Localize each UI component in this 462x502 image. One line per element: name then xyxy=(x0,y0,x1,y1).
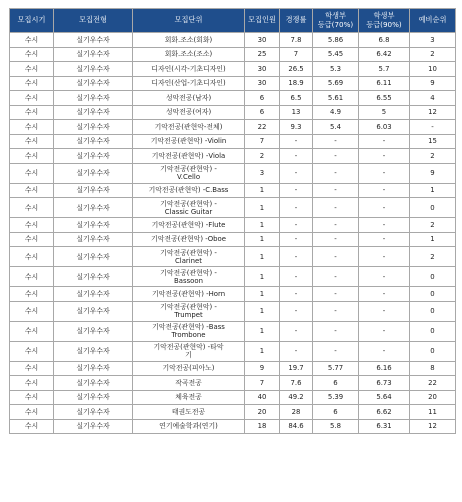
cell-waitlist: 3 xyxy=(410,33,456,48)
cell-type: 실기우수자 xyxy=(54,301,133,321)
cell-ratio: 9.3 xyxy=(280,120,313,135)
cell-type: 실기우수자 xyxy=(54,232,133,247)
cell-ratio: 19.7 xyxy=(280,361,313,376)
cell-session: 수시 xyxy=(10,218,54,233)
cell-waitlist: 12 xyxy=(410,419,456,434)
cell-type: 실기우수자 xyxy=(54,341,133,361)
table-row xyxy=(10,62,456,77)
table-row xyxy=(10,361,456,376)
header-quota: 모집인원 xyxy=(245,9,280,33)
cell-ratio: - xyxy=(280,134,313,149)
cell-type: 실기우수자 xyxy=(54,120,133,135)
cell-quota: 1 xyxy=(245,301,280,321)
cell-type: 실기우수자 xyxy=(54,287,133,302)
table-row xyxy=(10,247,456,267)
cell-waitlist: 8 xyxy=(410,361,456,376)
table-row xyxy=(10,47,456,62)
cell-unit: 기악전공(관현악) - Clarinet xyxy=(133,247,245,267)
cell-grade70: - xyxy=(313,218,359,233)
cell-grade70: 5.45 xyxy=(313,47,359,62)
cell-ratio: - xyxy=(280,321,313,341)
cell-unit: 성악전공(남자) xyxy=(133,91,245,106)
table-row xyxy=(10,183,456,198)
cell-unit: 기악전공(관현악) -Bass Trombone xyxy=(133,321,245,341)
table-row xyxy=(10,120,456,135)
cell-ratio: 7 xyxy=(280,47,313,62)
table-row xyxy=(10,33,456,48)
cell-quota: 9 xyxy=(245,361,280,376)
cell-unit: 기악전공(관현악-전체) xyxy=(133,120,245,135)
table-row xyxy=(10,163,456,183)
cell-waitlist: 12 xyxy=(410,105,456,120)
header-ratio: 경쟁률 xyxy=(280,9,313,33)
cell-session: 수시 xyxy=(10,183,54,198)
cell-grade90: 6.42 xyxy=(359,47,410,62)
cell-grade90: - xyxy=(359,149,410,164)
cell-grade90: - xyxy=(359,163,410,183)
cell-quota: 3 xyxy=(245,163,280,183)
cell-unit: 기악전공(피아노) xyxy=(133,361,245,376)
cell-ratio: - xyxy=(280,287,313,302)
cell-grade70: 5.3 xyxy=(313,62,359,77)
table-row xyxy=(10,198,456,218)
cell-grade90: 6.16 xyxy=(359,361,410,376)
cell-grade90: 6.73 xyxy=(359,376,410,391)
cell-waitlist: 15 xyxy=(410,134,456,149)
cell-grade70: - xyxy=(313,198,359,218)
cell-waitlist: 0 xyxy=(410,198,456,218)
cell-type: 실기우수자 xyxy=(54,105,133,120)
cell-type: 실기우수자 xyxy=(54,247,133,267)
cell-quota: 1 xyxy=(245,183,280,198)
cell-session: 수시 xyxy=(10,62,54,77)
cell-session: 수시 xyxy=(10,321,54,341)
cell-ratio: 7.6 xyxy=(280,376,313,391)
cell-type: 실기우수자 xyxy=(54,267,133,287)
admissions-table xyxy=(9,8,456,434)
cell-waitlist: 9 xyxy=(410,76,456,91)
cell-unit: 디자인(시각-기초디자인) xyxy=(133,62,245,77)
cell-quota: 2 xyxy=(245,149,280,164)
cell-ratio: - xyxy=(280,163,313,183)
table-body xyxy=(10,33,456,434)
cell-grade90: 5.7 xyxy=(359,62,410,77)
cell-ratio: 49.2 xyxy=(280,390,313,405)
cell-quota: 1 xyxy=(245,287,280,302)
cell-grade90: 6.03 xyxy=(359,120,410,135)
cell-quota: 7 xyxy=(245,134,280,149)
cell-unit: 기악전공(관현악) - Trumpet xyxy=(133,301,245,321)
cell-unit: 기악전공(관현악) -Horn xyxy=(133,287,245,302)
cell-grade90: - xyxy=(359,183,410,198)
table-row xyxy=(10,390,456,405)
cell-grade90: - xyxy=(359,134,410,149)
cell-grade70: 6 xyxy=(313,376,359,391)
cell-grade70: - xyxy=(313,149,359,164)
cell-session: 수시 xyxy=(10,149,54,164)
table-row xyxy=(10,376,456,391)
table-row xyxy=(10,287,456,302)
cell-unit: 기악전공(관현악) - Bassoon xyxy=(133,267,245,287)
cell-quota: 22 xyxy=(245,120,280,135)
cell-grade90: - xyxy=(359,341,410,361)
cell-grade90: 5 xyxy=(359,105,410,120)
cell-type: 실기우수자 xyxy=(54,183,133,198)
cell-type: 실기우수자 xyxy=(54,405,133,420)
cell-unit: 체육전공 xyxy=(133,390,245,405)
cell-type: 실기우수자 xyxy=(54,321,133,341)
cell-grade70: 5.4 xyxy=(313,120,359,135)
cell-grade90: - xyxy=(359,267,410,287)
cell-waitlist: 10 xyxy=(410,62,456,77)
cell-session: 수시 xyxy=(10,247,54,267)
cell-grade90: - xyxy=(359,321,410,341)
header-row xyxy=(10,9,456,33)
header-grade70: 학생부 등급(70%) xyxy=(313,9,359,33)
cell-waitlist: 0 xyxy=(410,321,456,341)
cell-session: 수시 xyxy=(10,76,54,91)
cell-quota: 6 xyxy=(245,105,280,120)
cell-type: 실기우수자 xyxy=(54,218,133,233)
cell-quota: 1 xyxy=(245,341,280,361)
cell-ratio: - xyxy=(280,301,313,321)
cell-waitlist: 0 xyxy=(410,267,456,287)
cell-ratio: - xyxy=(280,218,313,233)
cell-grade90: - xyxy=(359,218,410,233)
cell-grade90: - xyxy=(359,198,410,218)
cell-ratio: - xyxy=(280,149,313,164)
cell-unit: 성악전공(여자) xyxy=(133,105,245,120)
cell-grade90: - xyxy=(359,247,410,267)
cell-quota: 18 xyxy=(245,419,280,434)
cell-unit: 기악전공(관현악) -Flute xyxy=(133,218,245,233)
cell-quota: 1 xyxy=(245,267,280,287)
cell-grade70: - xyxy=(313,247,359,267)
table-row xyxy=(10,419,456,434)
table-row xyxy=(10,149,456,164)
cell-unit: 기악전공(관현악) -Oboe xyxy=(133,232,245,247)
cell-waitlist: 4 xyxy=(410,91,456,106)
cell-grade70: 6 xyxy=(313,405,359,420)
cell-quota: 1 xyxy=(245,218,280,233)
cell-quota: 1 xyxy=(245,198,280,218)
cell-waitlist: 2 xyxy=(410,149,456,164)
cell-unit: 회화.조소(조소) xyxy=(133,47,245,62)
header-unit: 모집단위 xyxy=(133,9,245,33)
cell-quota: 30 xyxy=(245,33,280,48)
cell-session: 수시 xyxy=(10,419,54,434)
cell-session: 수시 xyxy=(10,301,54,321)
cell-type: 실기우수자 xyxy=(54,149,133,164)
cell-session: 수시 xyxy=(10,376,54,391)
cell-quota: 30 xyxy=(245,76,280,91)
table-row xyxy=(10,267,456,287)
cell-unit: 기악전공(관현악) - V.Cello xyxy=(133,163,245,183)
cell-grade90: - xyxy=(359,287,410,302)
header-waitlist: 예비순위 xyxy=(410,9,456,33)
cell-waitlist: 20 xyxy=(410,390,456,405)
cell-waitlist: - xyxy=(410,120,456,135)
cell-grade70: - xyxy=(313,287,359,302)
cell-ratio: - xyxy=(280,267,313,287)
cell-ratio: - xyxy=(280,247,313,267)
cell-session: 수시 xyxy=(10,361,54,376)
cell-session: 수시 xyxy=(10,163,54,183)
cell-ratio: 84.6 xyxy=(280,419,313,434)
cell-unit: 연기예술학과(연기) xyxy=(133,419,245,434)
cell-type: 실기우수자 xyxy=(54,47,133,62)
cell-session: 수시 xyxy=(10,198,54,218)
cell-quota: 25 xyxy=(245,47,280,62)
cell-waitlist: 0 xyxy=(410,301,456,321)
cell-grade90: 5.64 xyxy=(359,390,410,405)
cell-session: 수시 xyxy=(10,287,54,302)
cell-unit: 회화.조소(회화) xyxy=(133,33,245,48)
cell-waitlist: 0 xyxy=(410,341,456,361)
cell-session: 수시 xyxy=(10,120,54,135)
cell-ratio: 26.5 xyxy=(280,62,313,77)
cell-ratio: - xyxy=(280,198,313,218)
cell-type: 실기우수자 xyxy=(54,134,133,149)
table-row xyxy=(10,232,456,247)
cell-grade90: 6.31 xyxy=(359,419,410,434)
cell-ratio: 7.8 xyxy=(280,33,313,48)
cell-grade90: 6.55 xyxy=(359,91,410,106)
cell-quota: 20 xyxy=(245,405,280,420)
cell-type: 실기우수자 xyxy=(54,62,133,77)
cell-type: 실기우수자 xyxy=(54,419,133,434)
cell-quota: 1 xyxy=(245,232,280,247)
cell-quota: 40 xyxy=(245,390,280,405)
cell-session: 수시 xyxy=(10,405,54,420)
table-row xyxy=(10,105,456,120)
cell-grade90: 6.62 xyxy=(359,405,410,420)
cell-ratio: - xyxy=(280,341,313,361)
cell-grade90: 6.11 xyxy=(359,76,410,91)
cell-waitlist: 1 xyxy=(410,183,456,198)
cell-grade70: - xyxy=(313,183,359,198)
cell-ratio: - xyxy=(280,232,313,247)
cell-grade70: 4.9 xyxy=(313,105,359,120)
cell-unit: 기악전공(관현악) -Viola xyxy=(133,149,245,164)
cell-grade70: 5.86 xyxy=(313,33,359,48)
cell-ratio: 13 xyxy=(280,105,313,120)
cell-unit: 작곡전공 xyxy=(133,376,245,391)
cell-grade70: - xyxy=(313,267,359,287)
cell-session: 수시 xyxy=(10,267,54,287)
cell-grade70: - xyxy=(313,134,359,149)
cell-session: 수시 xyxy=(10,105,54,120)
cell-grade70: 5.77 xyxy=(313,361,359,376)
cell-unit: 디자인(산업-기초디자인) xyxy=(133,76,245,91)
cell-session: 수시 xyxy=(10,47,54,62)
table-row xyxy=(10,301,456,321)
cell-ratio: 18.9 xyxy=(280,76,313,91)
cell-session: 수시 xyxy=(10,232,54,247)
cell-grade90: - xyxy=(359,301,410,321)
cell-waitlist: 9 xyxy=(410,163,456,183)
cell-grade70: - xyxy=(313,301,359,321)
cell-type: 실기우수자 xyxy=(54,33,133,48)
cell-grade70: - xyxy=(313,341,359,361)
cell-session: 수시 xyxy=(10,33,54,48)
cell-quota: 30 xyxy=(245,62,280,77)
cell-grade70: 5.69 xyxy=(313,76,359,91)
cell-ratio: - xyxy=(280,183,313,198)
table-row xyxy=(10,341,456,361)
header-session: 모집시기 xyxy=(10,9,54,33)
cell-type: 실기우수자 xyxy=(54,361,133,376)
cell-grade90: - xyxy=(359,232,410,247)
cell-quota: 1 xyxy=(245,321,280,341)
cell-unit: 기악전공(관현악) - Classic Guitar xyxy=(133,198,245,218)
cell-grade70: 5.39 xyxy=(313,390,359,405)
cell-ratio: 6.5 xyxy=(280,91,313,106)
cell-grade70: - xyxy=(313,163,359,183)
table-row xyxy=(10,218,456,233)
cell-type: 실기우수자 xyxy=(54,76,133,91)
cell-quota: 7 xyxy=(245,376,280,391)
cell-grade70: - xyxy=(313,232,359,247)
cell-grade70: 5.61 xyxy=(313,91,359,106)
cell-waitlist: 2 xyxy=(410,47,456,62)
cell-type: 실기우수자 xyxy=(54,198,133,218)
cell-unit: 기악전공(관현악) -Violin xyxy=(133,134,245,149)
header-type: 모집전형 xyxy=(54,9,133,33)
cell-quota: 1 xyxy=(245,247,280,267)
cell-grade70: 5.8 xyxy=(313,419,359,434)
cell-waitlist: 2 xyxy=(410,218,456,233)
cell-unit: 태권도전공 xyxy=(133,405,245,420)
table-row xyxy=(10,321,456,341)
cell-ratio: 28 xyxy=(280,405,313,420)
table-row xyxy=(10,405,456,420)
cell-session: 수시 xyxy=(10,91,54,106)
cell-waitlist: 2 xyxy=(410,247,456,267)
table-row xyxy=(10,76,456,91)
table-row xyxy=(10,91,456,106)
cell-waitlist: 11 xyxy=(410,405,456,420)
cell-waitlist: 1 xyxy=(410,232,456,247)
cell-waitlist: 0 xyxy=(410,287,456,302)
cell-quota: 6 xyxy=(245,91,280,106)
cell-type: 실기우수자 xyxy=(54,390,133,405)
cell-session: 수시 xyxy=(10,134,54,149)
cell-grade70: - xyxy=(313,321,359,341)
cell-session: 수시 xyxy=(10,341,54,361)
cell-type: 실기우수자 xyxy=(54,163,133,183)
cell-session: 수시 xyxy=(10,390,54,405)
cell-unit: 기악전공(관현악) -타악 기 xyxy=(133,341,245,361)
cell-grade90: 6.8 xyxy=(359,33,410,48)
cell-type: 실기우수자 xyxy=(54,376,133,391)
header-grade90: 학생부 등급(90%) xyxy=(359,9,410,33)
cell-unit: 기악전공(관현악) -C.Bass xyxy=(133,183,245,198)
table-row xyxy=(10,134,456,149)
cell-type: 실기우수자 xyxy=(54,91,133,106)
cell-waitlist: 22 xyxy=(410,376,456,391)
